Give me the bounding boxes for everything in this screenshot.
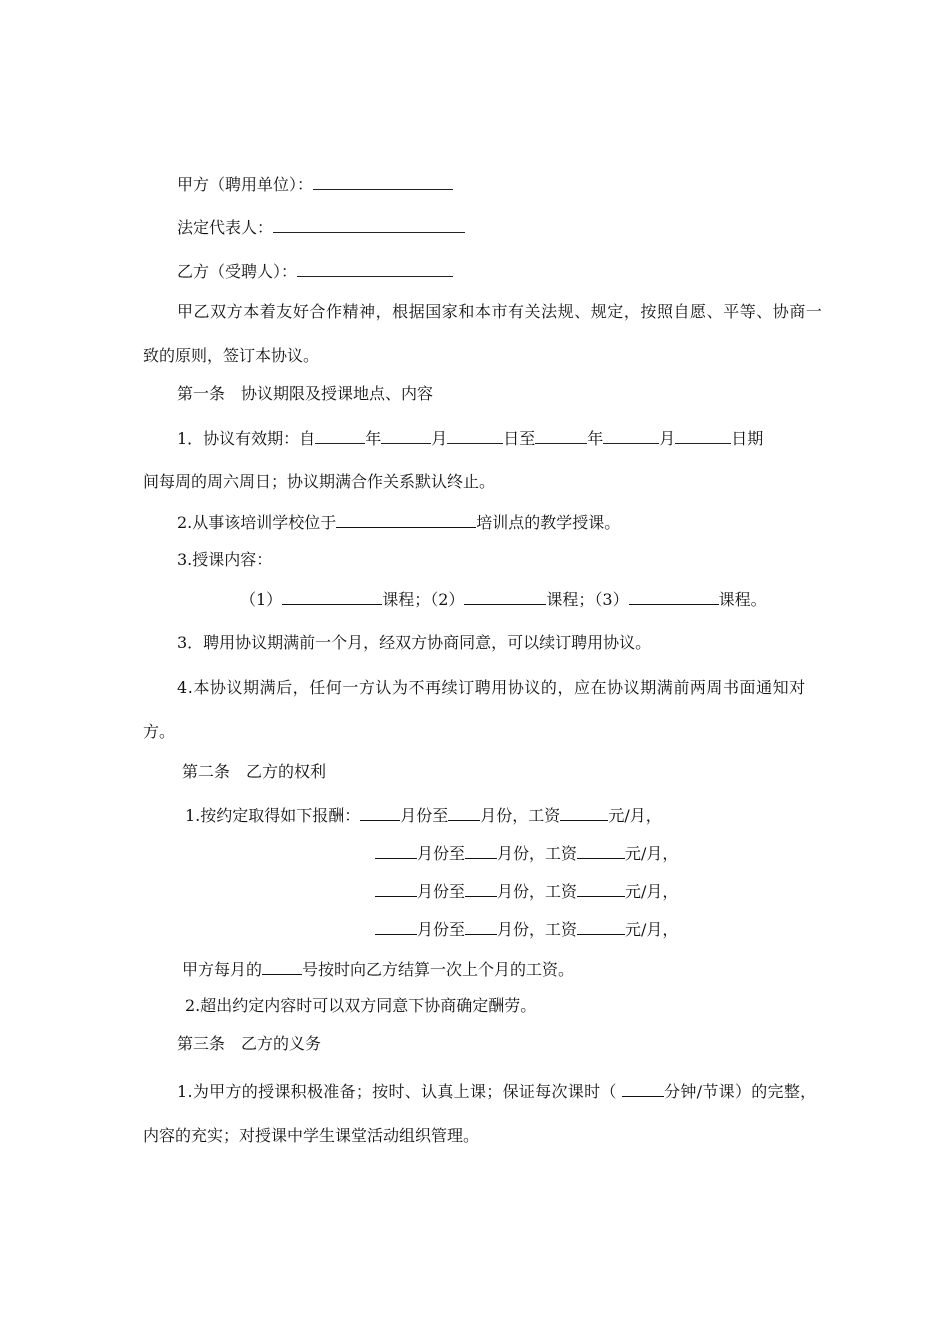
- month-label: 月: [659, 429, 676, 448]
- from-month-blank[interactable]: [375, 843, 417, 859]
- party-b-line: [177, 261, 453, 282]
- per-month-label: 元/月，: [625, 920, 679, 939]
- salary-row-4: [375, 919, 678, 940]
- salary-blank[interactable]: [577, 843, 625, 859]
- salary-row-3: [375, 881, 678, 902]
- course-3-blank[interactable]: [629, 589, 719, 605]
- start-month-blank[interactable]: [381, 428, 431, 444]
- course-list: [240, 589, 767, 610]
- article-2-item-2: 2.超出约定内容时可以双方同意下协商确定酬劳。: [185, 996, 537, 1015]
- salary-blank[interactable]: [560, 805, 608, 821]
- location-suffix: 培训点的教学授课。: [476, 513, 621, 532]
- intro-line-2: 致的原则，签订本协议。: [143, 346, 320, 365]
- course-1-num: （1）: [240, 590, 283, 609]
- article-1-item-2: [177, 512, 620, 533]
- month-from-label: 月份至: [417, 844, 466, 863]
- article-3-item-1: [177, 1081, 816, 1102]
- per-month-label: 元/月，: [625, 844, 679, 863]
- end-month-blank[interactable]: [603, 428, 659, 444]
- article-1-item-4-cont: 方。: [143, 722, 176, 741]
- validity-label: 1．协议有效期：自: [177, 429, 316, 448]
- payday-prefix: 甲方每月的: [182, 960, 263, 979]
- article-3-title: 第三条 乙方的义务: [177, 1034, 322, 1053]
- location-blank[interactable]: [336, 512, 476, 528]
- from-month-blank[interactable]: [360, 805, 400, 821]
- location-label: 2.从事该培训学校位于: [177, 513, 337, 532]
- article-3-item-1-cont: 内容的充实；对授课中学生课堂活动组织管理。: [143, 1126, 480, 1145]
- month-to-label: 月份，工资: [497, 882, 578, 901]
- payday-blank[interactable]: [262, 959, 302, 975]
- salary-blank[interactable]: [577, 881, 625, 897]
- year-label: 年: [587, 429, 604, 448]
- duty-text: 1.为甲方的授课积极准备；按时、认真上课；保证每次课时（: [177, 1082, 617, 1101]
- duty-unit: 分钟/节课）的完整，: [664, 1082, 817, 1101]
- day-to-label: 日至: [503, 429, 536, 448]
- month-from-label: 月份至: [417, 920, 466, 939]
- end-year-blank[interactable]: [535, 428, 587, 444]
- from-month-blank[interactable]: [375, 919, 417, 935]
- month-to-label: 月份，工资: [497, 920, 578, 939]
- course-1-blank[interactable]: [282, 589, 382, 605]
- start-year-blank[interactable]: [315, 428, 365, 444]
- article-1-item-3: 3.授课内容：: [177, 550, 273, 569]
- article-2-title: 第二条 乙方的权利: [182, 762, 327, 781]
- payday-line: [182, 959, 574, 980]
- salary-row-1: [185, 805, 662, 826]
- month-to-label: 月份，工资: [480, 806, 561, 825]
- month-label: 月: [431, 429, 448, 448]
- article-1-item-1: [177, 428, 763, 449]
- per-month-label: 元/月，: [625, 882, 679, 901]
- legal-rep-blank[interactable]: [273, 217, 465, 233]
- course-end: 课程。: [718, 590, 767, 609]
- to-month-blank[interactable]: [465, 881, 497, 897]
- party-b-label: 乙方（受聘人）：: [177, 262, 298, 281]
- minutes-blank[interactable]: [622, 1081, 664, 1097]
- article-1-item-3b: 3．聘用协议期满前一个月，经双方协商同意，可以续订聘用协议。: [177, 633, 652, 652]
- to-month-blank[interactable]: [448, 805, 480, 821]
- salary-label: 1.按约定取得如下报酬：: [185, 806, 361, 825]
- month-from-label: 月份至: [400, 806, 449, 825]
- day-period-label: 日期: [731, 429, 764, 448]
- party-a-blank[interactable]: [313, 174, 453, 190]
- course-sep: 课程；: [382, 590, 431, 609]
- month-from-label: 月份至: [417, 882, 466, 901]
- salary-row-2: [375, 843, 678, 864]
- start-day-blank[interactable]: [447, 428, 503, 444]
- to-month-blank[interactable]: [465, 843, 497, 859]
- party-a-line: [177, 174, 453, 195]
- course-2-blank[interactable]: [464, 589, 546, 605]
- legal-rep-line: [177, 217, 465, 238]
- article-1-item-1-cont: 间每周的周六周日；协议期满合作关系默认终止。: [143, 472, 496, 491]
- article-1-title: 第一条 协议期限及授课地点、内容: [177, 384, 434, 403]
- from-month-blank[interactable]: [375, 881, 417, 897]
- party-b-blank[interactable]: [297, 261, 453, 277]
- to-month-blank[interactable]: [465, 919, 497, 935]
- legal-rep-label: 法定代表人：: [177, 218, 274, 237]
- per-month-label: 元/月，: [608, 806, 662, 825]
- salary-blank[interactable]: [577, 919, 625, 935]
- course-3-num: （3）: [594, 590, 629, 609]
- month-to-label: 月份，工资: [497, 844, 578, 863]
- article-1-item-4: 4.本协议期满后，任何一方认为不再续订聘用协议的，应在协议期满前两周书面通知对: [177, 678, 806, 697]
- end-day-blank[interactable]: [675, 428, 731, 444]
- intro-line-1: 甲乙双方本着友好合作精神，根据国家和本市有关法规、规定，按照自愿、平等、协商一: [177, 302, 823, 321]
- payday-suffix: 号按时向乙方结算一次上个月的工资。: [302, 960, 575, 979]
- party-a-label: 甲方（聘用单位）：: [177, 175, 314, 194]
- course-sep: 课程；: [546, 590, 595, 609]
- year-label: 年: [365, 429, 382, 448]
- course-2-num: （2）: [430, 590, 465, 609]
